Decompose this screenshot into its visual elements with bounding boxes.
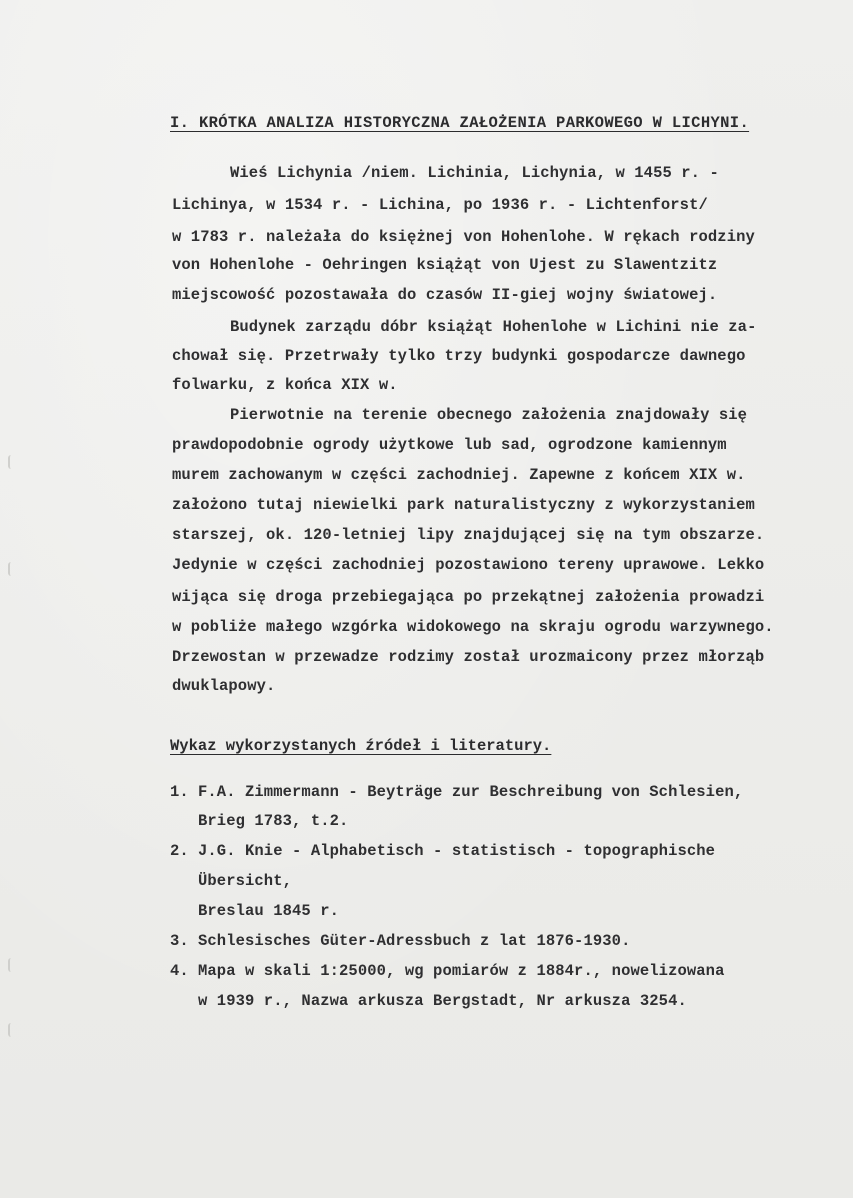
source-line: Breslau 1845 r. xyxy=(198,902,340,920)
paragraph-line: Budynek zarządu dóbr książąt Hohenlohe w Lichini nie za- xyxy=(230,318,757,336)
paragraph-line: Drzewostan w przewadze rodzimy został urozmaicony przez młorząb xyxy=(172,648,765,666)
paragraph-line: Pierwotnie na terenie obecnego założenia znajdowały się xyxy=(230,406,748,424)
paragraph-line: von Hohenlohe - Oehringen książąt von Ujest zu Slawentzitz xyxy=(172,256,718,274)
paragraph-line: dwuklapowy. xyxy=(172,677,276,695)
punch-hole-mark xyxy=(8,455,16,469)
source-number: 4. xyxy=(170,962,189,980)
source-item xyxy=(170,962,724,980)
paragraph-line: chował się. Przetrwały tylko trzy budynki gospodarcze dawnego xyxy=(172,347,746,365)
paragraph-line: Jedynie w części zachodniej pozostawiono tereny uprawowe. Lekko xyxy=(172,556,765,574)
paragraph-line: wijąca się droga przebiegająca po przekątnej założenia prowadzi xyxy=(172,588,765,606)
paragraph-line: założono tutaj niewielki park naturalistyczny z wykorzystaniem xyxy=(172,496,755,514)
punch-hole-mark xyxy=(8,1023,16,1037)
source-item xyxy=(170,842,715,860)
paragraph-line: Wieś Lichynia /niem. Lichinia, Lichynia, w 1455 r. - xyxy=(230,164,719,182)
paragraph-line: prawdopodobnie ogrody użytkowe lub sad, ogrodzone kamiennym xyxy=(172,436,727,454)
paragraph-line: murem zachowanym w części zachodniej. Zapewne z końcem XIX w. xyxy=(172,466,746,484)
paragraph-line: starszej, ok. 120-letniej lipy znajdującej się na tym obszarze. xyxy=(172,526,765,544)
source-item xyxy=(170,783,743,801)
source-line: Übersicht, xyxy=(198,872,293,890)
paragraph-line: w 1783 r. należała do księżnej von Hohenlohe. W rękach rodziny xyxy=(172,228,755,246)
source-number: 3. xyxy=(170,932,189,950)
punch-hole-mark xyxy=(8,562,16,576)
source-text: Schlesisches Güter-Adressbuch z lat 1876-1930. xyxy=(198,932,631,950)
sources-heading: Wykaz wykorzystanych źródeł i literatury. xyxy=(170,737,552,755)
source-number: 2. xyxy=(170,842,189,860)
paragraph-line: Lichinya, w 1534 r. - Lichina, po 1936 r. - Lichtenforst/ xyxy=(172,196,708,214)
section-heading: I. KRÓTKA ANALIZA HISTORYCZNA ZAŁOŻENIA PARKOWEGO W LICHYNI. xyxy=(170,114,750,132)
source-line: Brieg 1783, t.2. xyxy=(198,812,349,830)
source-text: Mapa w skali 1:25000, wg pomiarów z 1884r., nowelizowana xyxy=(198,962,725,980)
source-line: w 1939 r., Nazwa arkusza Bergstadt, Nr arkusza 3254. xyxy=(198,992,687,1010)
punch-hole-mark xyxy=(8,958,16,972)
source-item xyxy=(170,932,630,950)
source-text: F.A. Zimmermann - Beyträge zur Beschreibung von Schlesien, xyxy=(198,783,744,801)
paragraph-line: folwarku, z końca XIX w. xyxy=(172,376,398,394)
paragraph-line: miejscowość pozostawała do czasów II-giej wojny światowej. xyxy=(172,286,718,304)
paragraph-line: w pobliże małego wzgórka widokowego na skraju ogrodu warzywnego. xyxy=(172,618,774,636)
source-text: J.G. Knie - Alphabetisch - statistisch - topographische xyxy=(198,842,716,860)
source-number: 1. xyxy=(170,783,189,801)
